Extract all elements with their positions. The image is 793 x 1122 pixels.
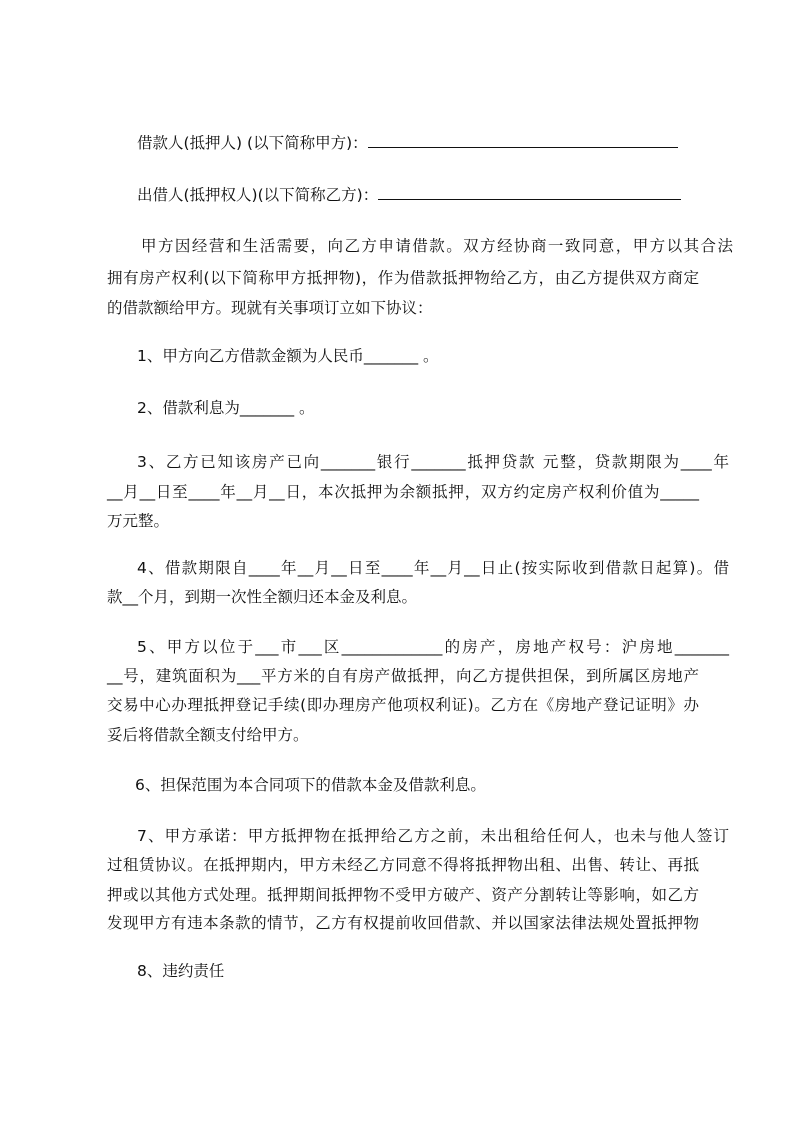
lender-blank: [378, 184, 681, 200]
intro-line-3: 的借款额给甲方。现就有关事项订立如下协议：: [107, 299, 433, 317]
clause-3-line-2: __月__日至____年__月__日，本次抵押为余额抵押，双方约定房产权利价值为_____: [107, 483, 699, 501]
clause-8: 8、违约责任: [137, 962, 225, 980]
borrower-label: 借款人(抵押人) (以下简称甲方)：: [137, 134, 368, 152]
intro-line-1: 甲方因经营和生活需要，向乙方申请借款。双方经协商一致同意，甲方以其合法: [141, 237, 733, 255]
clause-5-line-1: 5、甲方以位于___市___区_____________的房产，房地产权号：沪房地_______: [137, 638, 729, 656]
clause-7-line-2: 过租赁协议。在抵押期内，甲方未经乙方同意不得将抵押物出租、出售、转让、再抵: [107, 856, 699, 874]
clause-4-line-1: 4、借款期限自____年__月__日至____年__月__日止(按实际收到借款日起算)。借: [137, 559, 729, 577]
clause-7-line-3: 押或以其他方式处理。抵押期间抵押物不受甲方破产、资产分割转让等影响，如乙方: [107, 886, 699, 904]
clause-5-line-3: 交易中心办理抵押登记手续(即办理房产他项权利证)。乙方在《房地产登记证明》办: [107, 696, 699, 714]
clause-6: 6、担保范围为本合同项下的借款本金及借款利息。: [135, 776, 486, 794]
clause-5-line-2: __号，建筑面积为___平方米的自有房产做抵押，向乙方提供担保，到所属区房地产: [107, 667, 699, 685]
clause-7-line-4: 发现甲方有违本条款的情节，乙方有权提前收回借款、并以国家法律法规处置抵押物: [107, 914, 699, 932]
borrower-blank: [368, 132, 678, 148]
lender-line: [107, 184, 729, 206]
clause-3-line-1: 3、乙方已知该房产已向_______银行_______抵押贷款 元整，贷款期限为____年: [137, 453, 729, 471]
borrower-line: [107, 132, 729, 154]
clause-2: 2、借款利息为_______ 。: [137, 399, 315, 417]
lender-label: 出借人(抵押权人)(以下简称乙方)：: [137, 186, 379, 204]
clause-4-line-2: 款__个月，到期一次性全额归还本金及利息。: [107, 588, 418, 606]
clause-1: 1、甲方向乙方借款金额为人民币_______ 。: [137, 347, 439, 365]
clause-5-line-4: 妥后将借款全额支付给甲方。: [107, 726, 309, 744]
intro-line-2: 拥有房产权利(以下简称甲方抵押物)，作为借款抵押物给乙方，由乙方提供双方商定: [107, 269, 699, 287]
clause-3-line-3: 万元整。: [107, 512, 170, 530]
clause-7-line-1: 7、甲方承诺：甲方抵押物在抵押给乙方之前，未出租给任何人，也未与他人签订: [137, 827, 729, 845]
